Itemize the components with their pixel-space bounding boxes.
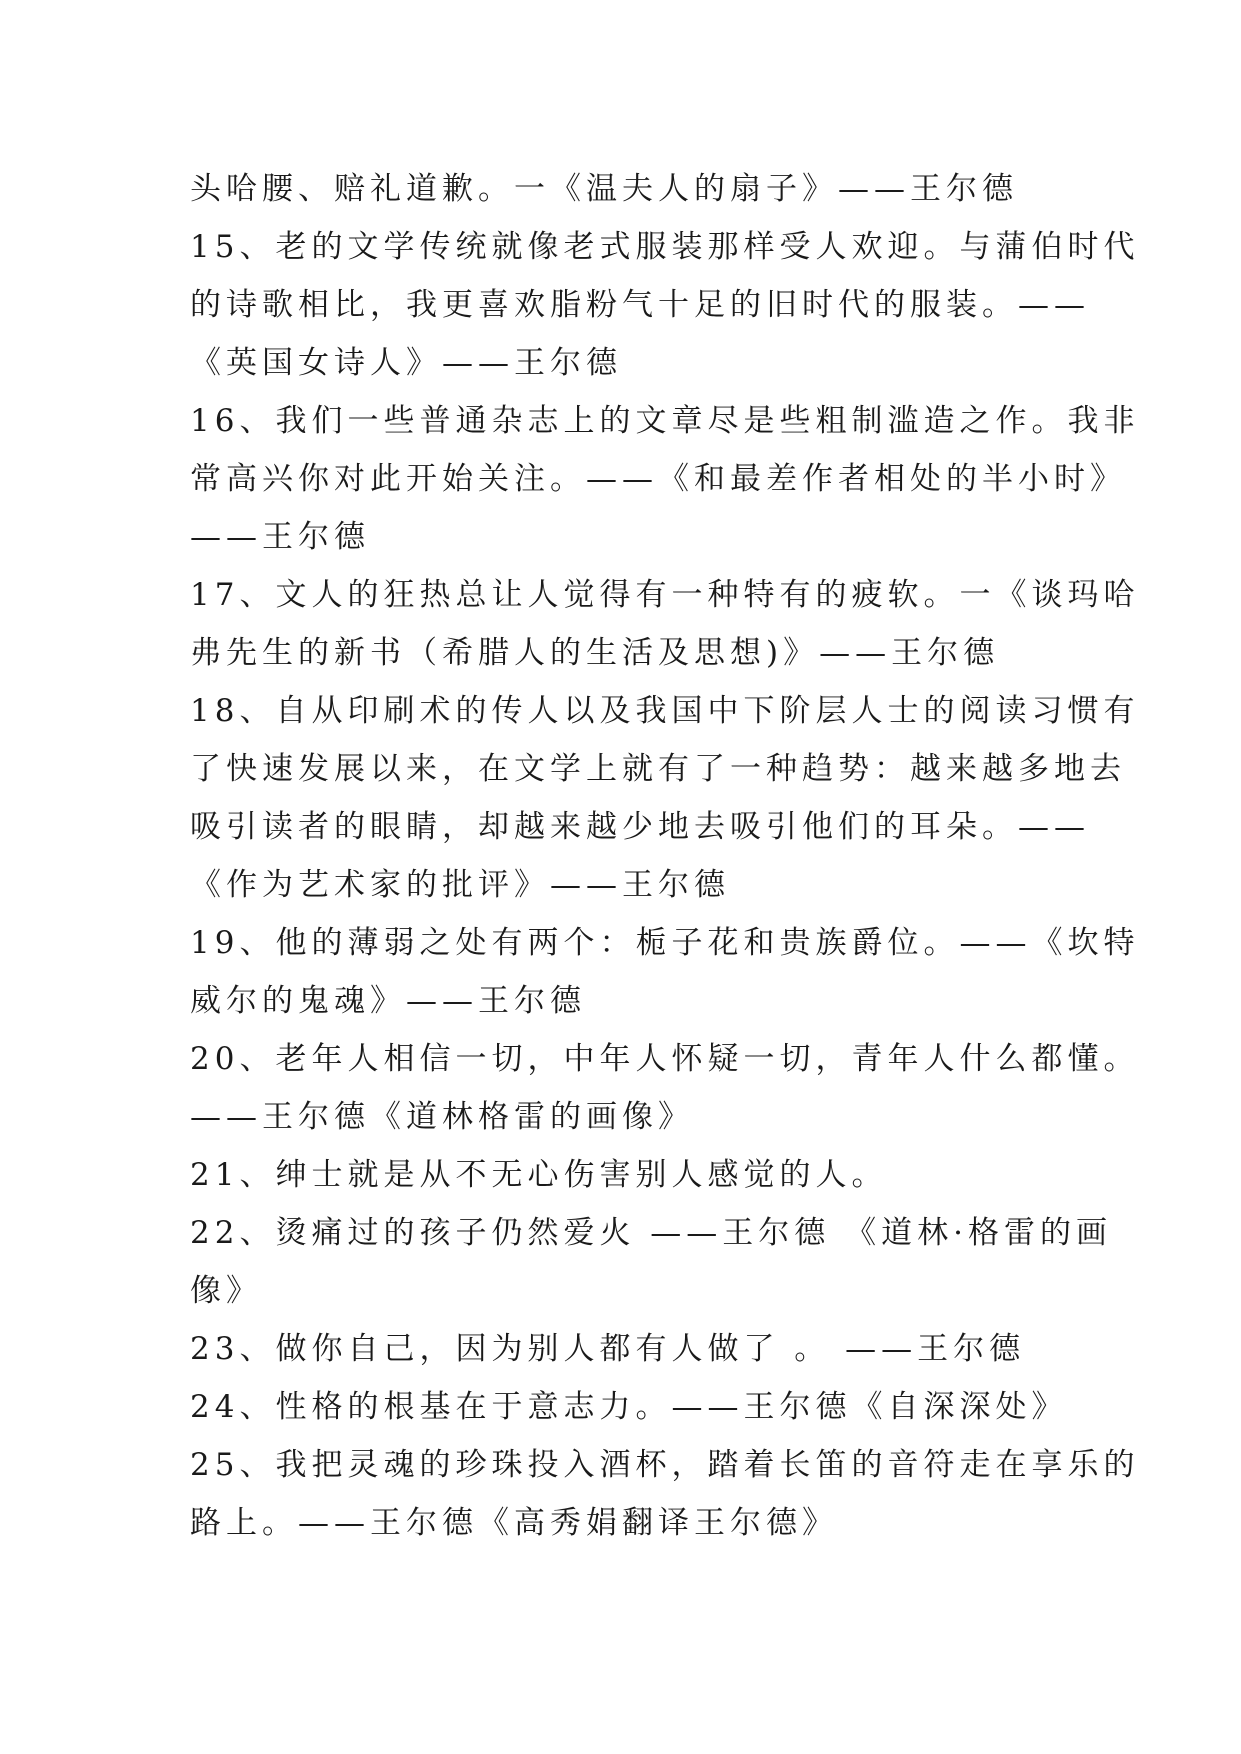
text-line: 路上。——王尔德《高秀娟翻译王尔德》 xyxy=(190,1505,838,1541)
text-line: 像》 xyxy=(190,1273,262,1309)
text-line: ——王尔德 xyxy=(190,519,370,555)
text-line: 弗先生的新书（希腊人的生活及思想)》——王尔德 xyxy=(190,635,1000,671)
text-line: 《英国女诗人》——王尔德 xyxy=(190,345,622,381)
text-line: 了快速发展以来，在文学上就有了一种趋势：越来越多地去 xyxy=(190,751,1126,787)
text-line: 威尔的鬼魂》——王尔德 xyxy=(190,983,586,1019)
text-line: 19、他的薄弱之处有两个：栀子花和贵族爵位。——《坎特 xyxy=(190,925,1140,961)
text-line: 17、文人的狂热总让人觉得有一种特有的疲软。一《谈玛哈 xyxy=(190,577,1140,613)
text-line: 吸引读者的眼睛，却越来越少地去吸引他们的耳朵。—— xyxy=(190,809,1090,845)
text-line: 《作为艺术家的批评》——王尔德 xyxy=(190,867,730,903)
text-line: ——王尔德《道林格雷的画像》 xyxy=(190,1099,694,1135)
text-line: 23、做你自己，因为别人都有人做了 。 ——王尔德 xyxy=(190,1331,1026,1367)
text-line: 头哈腰、赔礼道歉。一《温夫人的扇子》——王尔德 xyxy=(190,171,1018,207)
text-line: 18、自从印刷术的传人以及我国中下阶层人士的阅读习惯有 xyxy=(190,693,1140,729)
text-line: 15、老的文学传统就像老式服装那样受人欢迎。与蒲伯时代 xyxy=(190,229,1140,265)
text-line: 常高兴你对此开始关注。——《和最差作者相处的半小时》 xyxy=(190,461,1126,497)
text-line: 24、性格的根基在于意志力。——王尔德《自深深处》 xyxy=(190,1389,1068,1425)
text-line: 16、我们一些普通杂志上的文章尽是些粗制滥造之作。我非 xyxy=(190,403,1140,439)
text-line: 20、老年人相信一切，中年人怀疑一切，青年人什么都懂。 xyxy=(190,1041,1140,1077)
text-line: 22、烫痛过的孩子仍然爱火 ——王尔德 《道林·格雷的画 xyxy=(190,1215,1113,1251)
text-line: 的诗歌相比，我更喜欢脂粉气十足的旧时代的服装。—— xyxy=(190,287,1090,323)
text-line: 25、我把灵魂的珍珠投入酒杯，踏着长笛的音符走在享乐的 xyxy=(190,1447,1140,1483)
text-line: 21、绅士就是从不无心伤害别人感觉的人。 xyxy=(190,1157,888,1193)
document-body xyxy=(190,160,1140,1552)
